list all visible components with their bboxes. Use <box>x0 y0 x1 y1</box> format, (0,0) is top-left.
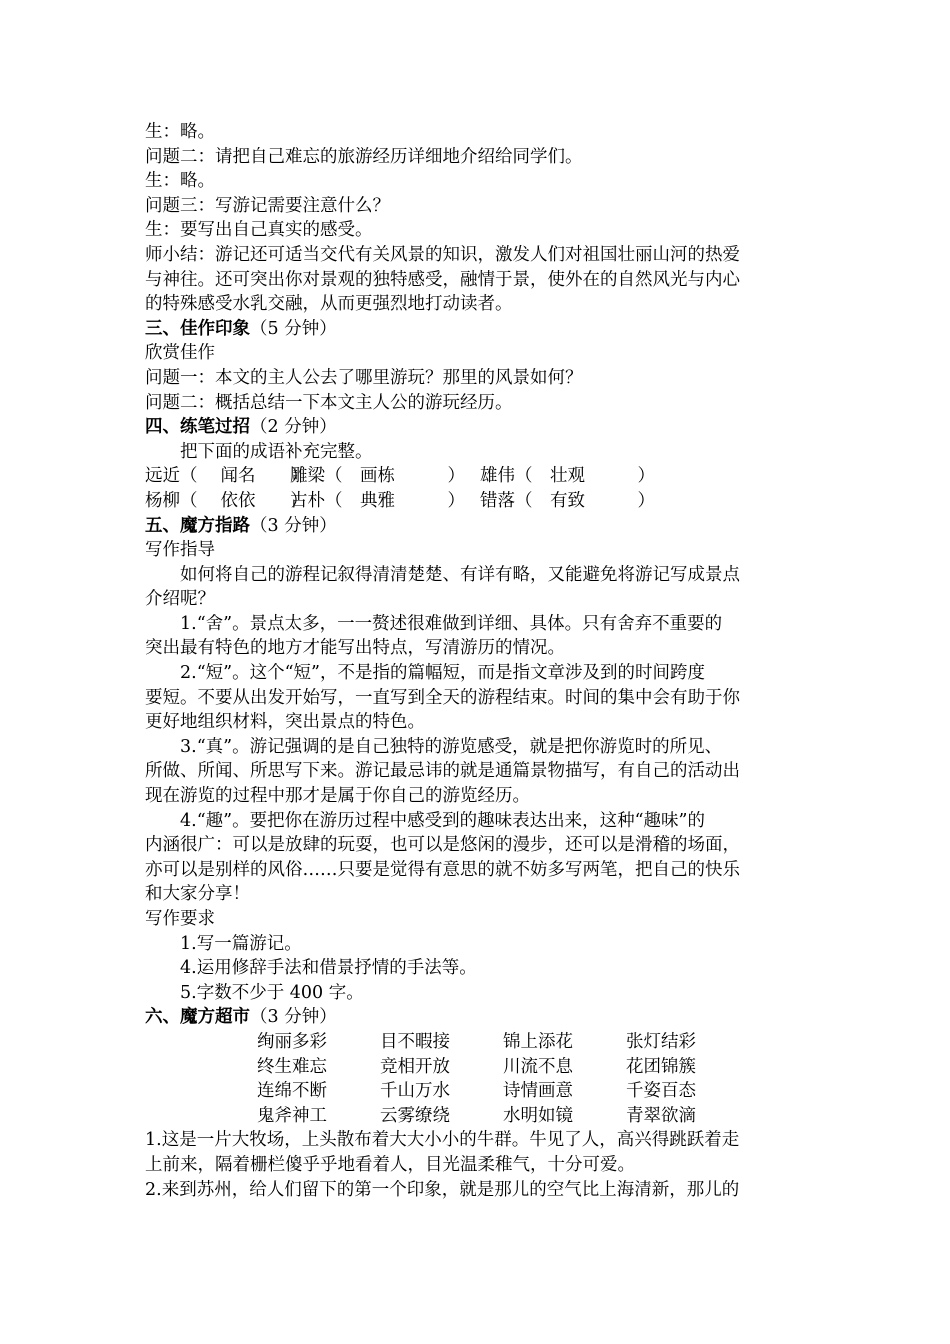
subheading: 欣赏佳作 <box>145 343 215 364</box>
section-title: 三、佳作印象 <box>145 318 250 339</box>
idiom: 诗情画意 <box>503 1081 573 1102</box>
paragraph-line: 更好地组织材料，突出景点的特色。 <box>145 712 425 733</box>
paragraph-line: 和大家分享！ <box>145 884 250 905</box>
text-line: 与神往。还可突出你对景观的独特感受，融情于景，使外在的自然风光与内心 <box>145 269 740 290</box>
paragraph-line: 现在游览的过程中那才是属于你自己的游览经历。 <box>145 786 530 807</box>
section-time: （5 分钟） <box>250 318 337 339</box>
section-title: 四、练笔过招 <box>145 417 250 438</box>
paragraph-line: 要短。不要从出发开始写，一直写到全天的游程结束。时间的集中会有助于你 <box>145 687 740 708</box>
idiom-fill: 雕梁（ 画栋 ） <box>290 466 465 487</box>
text-line: 师小结：游记还可适当交代有关风景的知识，激发人们对祖国壮丽山河的热爱 <box>145 244 740 265</box>
paragraph-line: 亦可以是别样的风俗……只要是觉得有意思的就不妨多写两笔，把自己的快乐 <box>145 859 740 880</box>
text-line: 问题二：请把自己难忘的旅游经历详细地介绍给同学们。 <box>145 146 583 167</box>
section-time: （3 分钟） <box>250 1007 337 1028</box>
section-5-heading <box>145 514 815 539</box>
idiom: 鬼斧神工 <box>257 1105 327 1126</box>
idiom-row <box>257 1030 815 1055</box>
idiom-row <box>257 1104 815 1129</box>
idiom-row <box>257 1055 815 1080</box>
idiom: 千姿百态 <box>626 1081 696 1102</box>
paragraph-line: 内涵很广：可以是放肆的玩耍，也可以是悠闲的漫步，还可以是滑稽的场面， <box>145 835 740 856</box>
text-line: 生：略。 <box>145 122 215 142</box>
example-line: 上前来，隔着栅栏傻乎乎地看着人，目光温柔稚气，十分可爱。 <box>145 1154 635 1175</box>
question: 问题二：概括总结一下本文主人公的游玩经历。 <box>145 392 513 413</box>
text-line: 的特殊感受水乳交融，从而更强烈地打动读者。 <box>145 294 513 315</box>
example-line: 2.来到苏州，给人们留下的第一个印象，就是那儿的空气比上海清新，那儿的 <box>145 1179 740 1200</box>
requirement: 5.字数不少于 400 字。 <box>180 982 364 1003</box>
question: 问题一：本文的主人公去了哪里游玩？那里的风景如何？ <box>145 367 583 388</box>
text-line: 生：要写出自己真实的感受。 <box>145 220 373 241</box>
paragraph-line: 突出最有特色的地方才能写出特点，写清游历的情况。 <box>145 638 565 659</box>
section-time: （2 分钟） <box>250 417 337 438</box>
paragraph-line: 2.“短”。这个“短”，不是指的篇幅短，而是指文章涉及到的时间跨度 <box>180 663 705 684</box>
section-title: 六、魔方超市 <box>145 1007 250 1028</box>
idiom: 目不暇接 <box>380 1031 450 1052</box>
subheading: 写作指导 <box>145 540 215 561</box>
section-4-heading <box>145 415 815 440</box>
idiom: 绚丽多彩 <box>257 1031 327 1052</box>
paragraph-line: 4.“趣”。要把你在游历过程中感受到的趣味表达出来，这种“趣味”的 <box>180 810 705 831</box>
text-line: 问题三：写游记需要注意什么？ <box>145 195 390 216</box>
idiom: 终生难忘 <box>257 1056 327 1077</box>
section-title: 五、魔方指路 <box>145 515 250 536</box>
idiom: 花团锦簇 <box>626 1056 696 1077</box>
idiom-fill: 雄伟（ 壮观 ） <box>480 466 655 487</box>
example-line: 1.这是一片大牧场，上头散布着大大小小的牛群。牛见了人，高兴得跳跃着走 <box>145 1130 740 1151</box>
idiom: 千山万水 <box>380 1081 450 1102</box>
paragraph-line: 介绍呢？ <box>145 589 215 610</box>
idiom-fill-row <box>145 464 815 489</box>
idiom: 青翠欲滴 <box>626 1105 696 1126</box>
requirement: 1.写一篇游记。 <box>180 933 302 954</box>
document-body <box>145 120 815 1202</box>
section-time: （3 分钟） <box>250 515 337 536</box>
idiom-fill: 错落（ 有致 ） <box>480 490 655 511</box>
idiom: 锦上添花 <box>503 1031 573 1052</box>
paragraph-line: 1.“舍”。景点太多，一一赘述很难做到详细、具体。只有舍弃不重要的 <box>180 613 723 634</box>
paragraph-line: 所做、所闻、所思写下来。游记最忌讳的就是通篇景物描写，有自己的活动出 <box>145 761 740 782</box>
text-line: 生：略。 <box>145 171 215 192</box>
subheading: 写作要求 <box>145 909 215 929</box>
idiom-row <box>257 1079 815 1104</box>
idiom: 张灯结彩 <box>626 1031 696 1052</box>
section-6-heading <box>145 1005 815 1030</box>
paragraph-line: 如何将自己的游程记叙得清清楚楚、有详有略，又能避免将游记写成景点 <box>180 564 740 585</box>
requirement: 4.运用修辞手法和借景抒情的手法等。 <box>180 958 477 979</box>
idiom: 水明如镜 <box>503 1105 573 1126</box>
paragraph-line: 3.“真”。游记强调的是自己独特的游览感受，就是把你游览时的所见、 <box>180 736 723 757</box>
instruction: 把下面的成语补充完整。 <box>180 441 373 462</box>
idiom: 川流不息 <box>503 1056 573 1077</box>
idiom: 竞相开放 <box>380 1056 450 1077</box>
idiom-grid <box>145 1030 815 1128</box>
idiom-fill: 远近（ 闻名 ） <box>145 466 309 487</box>
idiom-fill: 古朴（ 典雅 ） <box>290 490 465 511</box>
idiom: 云雾缭绕 <box>380 1105 450 1126</box>
idiom-fill-row <box>145 489 815 514</box>
section-3-heading <box>145 317 815 342</box>
idiom-fill: 杨柳（ 依依 ） <box>145 490 309 511</box>
idiom: 连绵不断 <box>257 1081 327 1102</box>
